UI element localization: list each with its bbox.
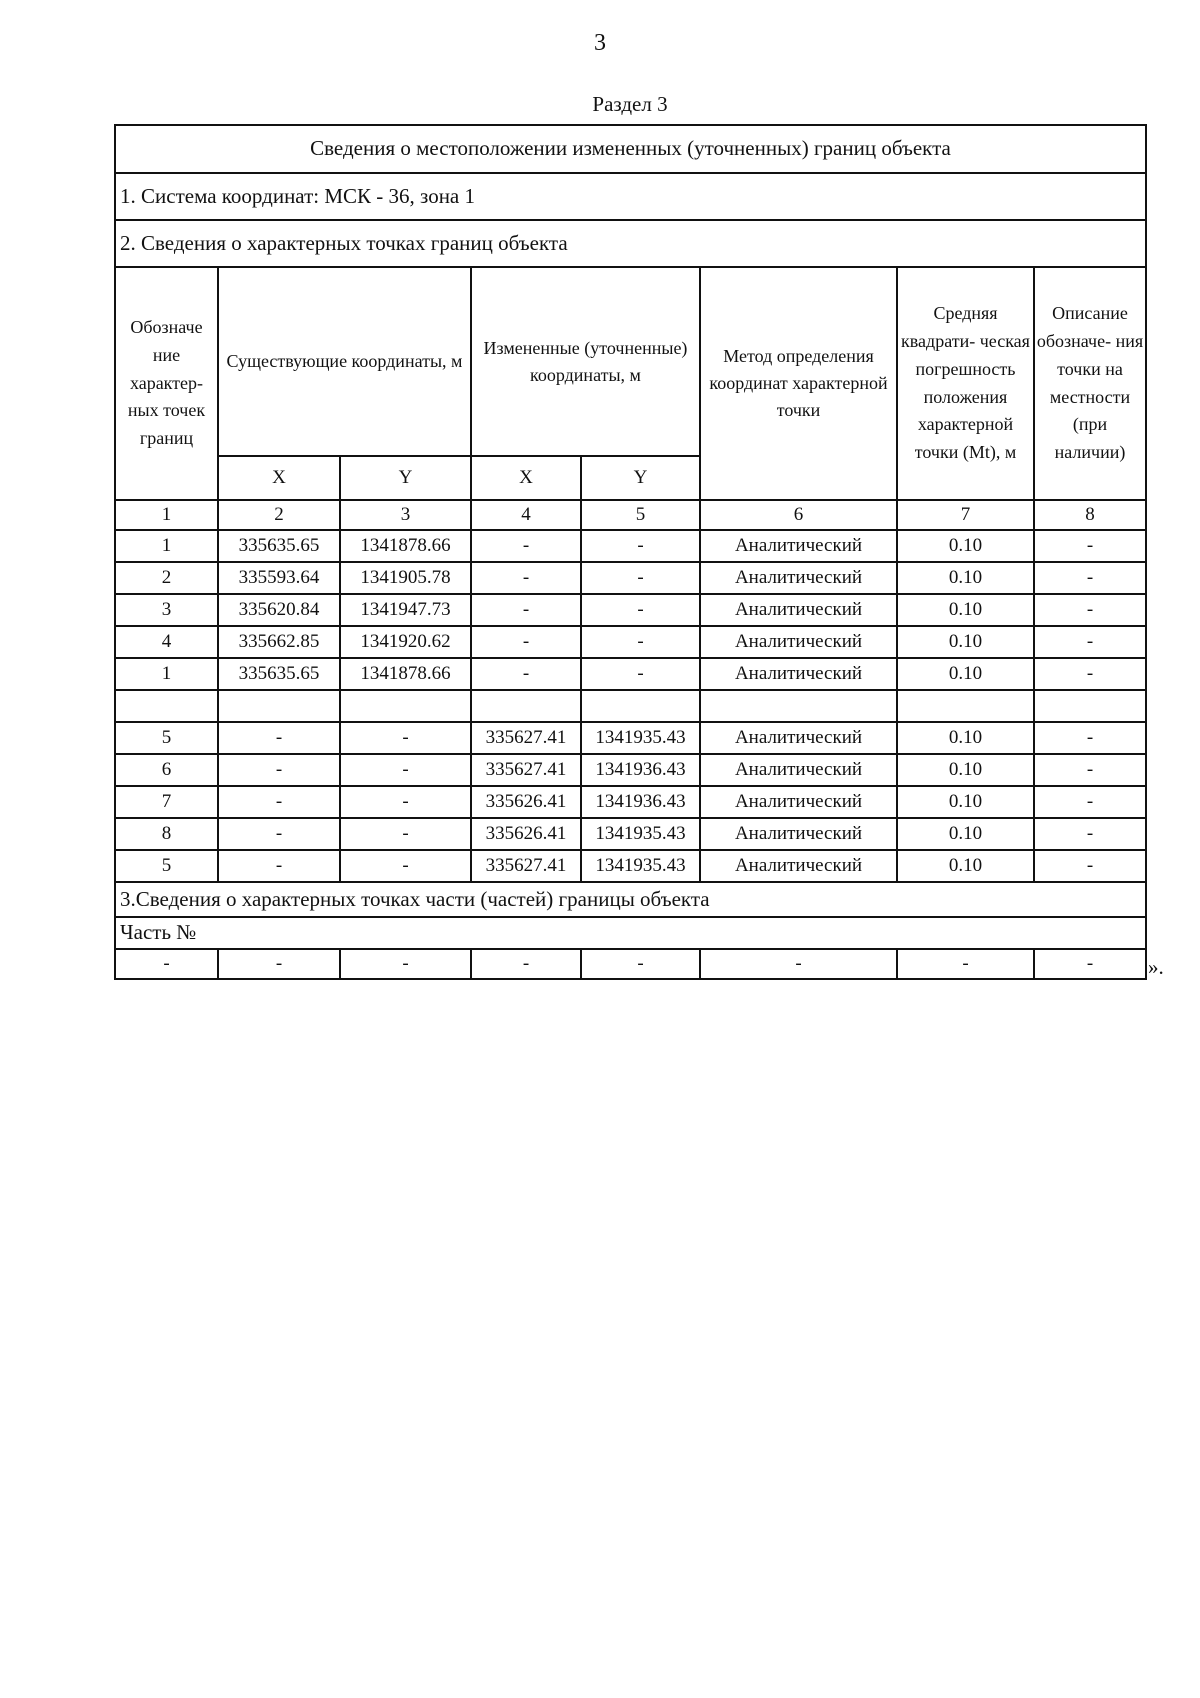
table-cell: - [1034,850,1146,882]
part-row [115,949,1146,979]
table-cell: - [340,850,471,882]
table-cell: - [581,594,700,626]
table-cell: 2 [115,562,218,594]
table-cell: 1341947.73 [340,594,471,626]
table-cell: - [581,530,700,562]
table-row [115,754,1146,786]
table-cell [1034,690,1146,722]
table-cell: - [1034,594,1146,626]
table-cell: - [340,754,471,786]
points-heading: 2. Сведения о характерных точках границ объекта [115,220,1146,267]
part-cell: - [471,949,581,979]
table-row [115,818,1146,850]
table-cell: 1341935.43 [581,818,700,850]
header-method: Метод определения координат характерной точки [700,267,897,500]
table-cell: Аналитический [700,562,897,594]
table-cell: 0.10 [897,626,1034,658]
table-row [115,722,1146,754]
table-cell: 335635.65 [218,530,340,562]
table-cell: 1341936.43 [581,754,700,786]
part-cell: - [700,949,897,979]
closing-quote: ». [1148,955,1164,979]
table-cell: Аналитический [700,722,897,754]
table-cell [340,690,471,722]
header-mean-error: Средняя квадрати- ческая погрешность положения характерной точки (Mt), м [897,267,1034,500]
table-cell: - [218,818,340,850]
table-cell: - [218,722,340,754]
table-cell: - [340,818,471,850]
table-cell: 8 [115,818,218,850]
header-existing-coords: Существующие координаты, м [218,267,471,456]
table-cell [897,690,1034,722]
table-cell: 335620.84 [218,594,340,626]
table-cell: 0.10 [897,850,1034,882]
table-cell: Аналитический [700,658,897,690]
table-cell: 0.10 [897,562,1034,594]
part-label: Часть № [115,917,1146,949]
table-cell: - [471,658,581,690]
table-row [115,690,1146,722]
table-cell: 1341878.66 [340,530,471,562]
column-number: 2 [218,500,340,530]
table-cell: - [1034,562,1146,594]
header-changed-x: X [471,456,581,500]
table-cell: 0.10 [897,594,1034,626]
table-cell: - [471,594,581,626]
table-cell [700,690,897,722]
table-cell: - [471,562,581,594]
column-numbers-row [115,500,1146,530]
table-cell: - [340,722,471,754]
table-cell: 1341935.43 [581,722,700,754]
table-cell: 0.10 [897,658,1034,690]
table-cell: - [1034,530,1146,562]
table-cell: - [581,658,700,690]
table-cell: 335662.85 [218,626,340,658]
part-cell: - [340,949,471,979]
table-cell: - [1034,786,1146,818]
table-cell: 335626.41 [471,786,581,818]
table-cell: 335627.41 [471,850,581,882]
header-changed-y: Y [581,456,700,500]
table-cell: 0.10 [897,818,1034,850]
column-number: 5 [581,500,700,530]
table-cell: Аналитический [700,754,897,786]
header-existing-y: Y [340,456,471,500]
part-cell: - [218,949,340,979]
table-cell: 335626.41 [471,818,581,850]
header-changed-coords: Измененные (уточненные) координаты, м [471,267,700,456]
table-cell: - [581,562,700,594]
table-cell: - [1034,818,1146,850]
table-cell: 1341935.43 [581,850,700,882]
part-cell: - [1034,949,1146,979]
table-cell: - [471,530,581,562]
column-number: 7 [897,500,1034,530]
table-title: Сведения о местоположении измененных (уточненных) границ объекта [115,125,1146,173]
column-number: 8 [1034,500,1146,530]
table-cell: 1 [115,658,218,690]
table-cell: 0.10 [897,530,1034,562]
table-cell: - [1034,722,1146,754]
table-row [115,530,1146,562]
table-row [115,658,1146,690]
table-cell [471,690,581,722]
table-cell: 335627.41 [471,754,581,786]
table-cell: 1341920.62 [340,626,471,658]
table-cell: - [218,754,340,786]
column-number: 3 [340,500,471,530]
table-cell [581,690,700,722]
section-title: Раздел 3 [592,92,668,116]
part-cell: - [897,949,1034,979]
coordinate-system: 1. Система координат: МСК - 36, зона 1 [115,173,1146,220]
table-row [115,786,1146,818]
parts-heading: 3.Сведения о характерных точках части (частей) границы объекта [115,882,1146,917]
boundary-points-table [114,124,1147,980]
table-cell: 7 [115,786,218,818]
part-cell: - [581,949,700,979]
table-cell: Аналитический [700,530,897,562]
table-cell [218,690,340,722]
column-number: 1 [115,500,218,530]
table-cell: 0.10 [897,754,1034,786]
table-cell: 0.10 [897,722,1034,754]
table-row [115,594,1146,626]
header-description: Описание обозначе- ния точки на местности (при наличии) [1034,267,1146,500]
table-cell: 1341878.66 [340,658,471,690]
table-cell: 3 [115,594,218,626]
table-cell: - [340,786,471,818]
table-row [115,626,1146,658]
table-cell: - [581,626,700,658]
table-cell: Аналитический [700,786,897,818]
table-cell: 5 [115,850,218,882]
table-cell [115,690,218,722]
table-row [115,562,1146,594]
table-cell: 1341936.43 [581,786,700,818]
table-cell: Аналитический [700,818,897,850]
table-cell: - [218,786,340,818]
table-cell: 0.10 [897,786,1034,818]
table-cell: Аналитический [700,626,897,658]
table-cell: 335635.65 [218,658,340,690]
table-cell: 5 [115,722,218,754]
table-cell: Аналитический [700,850,897,882]
page-number: 3 [594,30,606,56]
table-cell: 335593.64 [218,562,340,594]
table-cell: - [1034,754,1146,786]
table-cell: 4 [115,626,218,658]
table-cell: - [471,626,581,658]
column-number: 4 [471,500,581,530]
table-cell: Аналитический [700,594,897,626]
column-number: 6 [700,500,897,530]
table-cell: 6 [115,754,218,786]
table-cell: 1341905.78 [340,562,471,594]
table-cell: 335627.41 [471,722,581,754]
table-cell: - [1034,658,1146,690]
table-cell: 1 [115,530,218,562]
header-existing-x: X [218,456,340,500]
table-row [115,850,1146,882]
table-cell: - [218,850,340,882]
part-cell: - [115,949,218,979]
table-cell: - [1034,626,1146,658]
header-point-designation: Обозначе ние характер- ных точек границ [115,267,218,500]
